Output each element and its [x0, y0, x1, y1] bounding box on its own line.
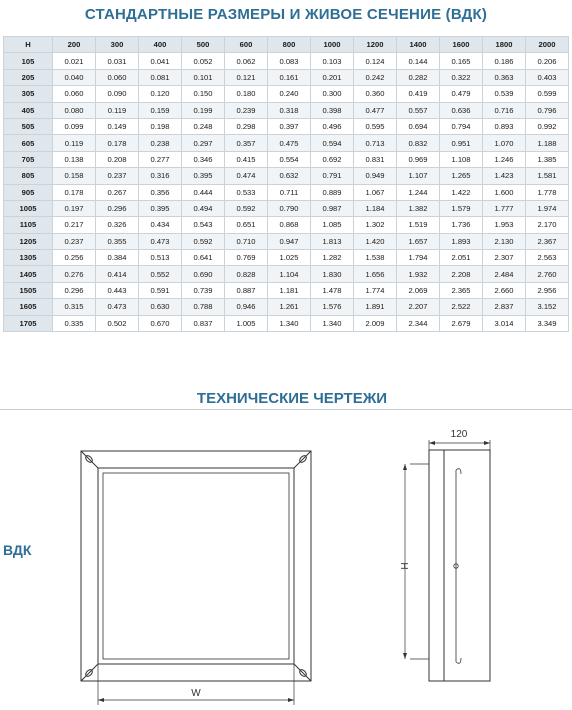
table-cell: 0.893: [483, 118, 526, 134]
table-cell: 1.302: [354, 217, 397, 233]
table-cell: 0.769: [225, 250, 268, 266]
table-cell: 2.208: [440, 266, 483, 282]
table-cell: 0.397: [268, 118, 311, 134]
column-header: 1400: [397, 37, 440, 53]
product-label: ВДК: [3, 542, 32, 558]
table-cell: 0.138: [53, 151, 96, 167]
table-cell: 0.630: [139, 299, 182, 315]
table-cell: 0.494: [182, 200, 225, 216]
column-header: 200: [53, 37, 96, 53]
table-cell: 2.367: [526, 233, 569, 249]
table-row: [4, 53, 569, 69]
table-cell: 2.484: [483, 266, 526, 282]
table-row: [4, 69, 569, 85]
table-cell: 1.340: [311, 315, 354, 331]
table-cell: 0.159: [139, 102, 182, 118]
table-cell: 0.242: [354, 69, 397, 85]
column-header: 2000: [526, 37, 569, 53]
table-cell: 0.062: [225, 53, 268, 69]
table-cell: 0.592: [225, 200, 268, 216]
table-cell: 2.009: [354, 315, 397, 331]
corner-header: H: [4, 37, 53, 53]
table-cell: 1.107: [397, 168, 440, 184]
table-cell: 0.949: [354, 168, 397, 184]
table-cell: 2.563: [526, 250, 569, 266]
table-row: [4, 151, 569, 167]
column-header: 300: [96, 37, 139, 53]
table-cell: 1.244: [397, 184, 440, 200]
table-cell: 0.363: [483, 69, 526, 85]
table-cell: 1.184: [354, 200, 397, 216]
table-cell: 0.119: [53, 135, 96, 151]
table-row: [4, 118, 569, 134]
table-cell: 1.657: [397, 233, 440, 249]
table-cell: 0.296: [96, 200, 139, 216]
table-cell: 0.120: [139, 86, 182, 102]
table-cell: 0.419: [397, 86, 440, 102]
table-cell: 0.636: [440, 102, 483, 118]
table-cell: 1.340: [268, 315, 311, 331]
table-cell: 1.282: [311, 250, 354, 266]
table-cell: 0.796: [526, 102, 569, 118]
table-cell: 0.121: [225, 69, 268, 85]
table-cell: 0.552: [139, 266, 182, 282]
table-cell: 1.579: [440, 200, 483, 216]
table-cell: 0.868: [268, 217, 311, 233]
table-cell: 1.070: [483, 135, 526, 151]
table-cell: 0.158: [53, 168, 96, 184]
table-cell: 0.790: [268, 200, 311, 216]
table-header-row: [4, 37, 569, 53]
table-cell: 1.736: [440, 217, 483, 233]
mounting-holes: [84, 454, 307, 677]
table-cell: 1.478: [311, 282, 354, 298]
table-cell: 0.395: [182, 168, 225, 184]
table-cell: 0.595: [354, 118, 397, 134]
row-header: 1705: [4, 315, 53, 331]
front-inner-frame: [98, 468, 294, 664]
table-cell: 1.067: [354, 184, 397, 200]
table-cell: 2.051: [440, 250, 483, 266]
table-cell: 0.594: [311, 135, 354, 151]
table-cell: 0.041: [139, 53, 182, 69]
table-cell: 0.694: [397, 118, 440, 134]
table-cell: 1.576: [311, 299, 354, 315]
table-cell: 0.887: [225, 282, 268, 298]
table-cell: 1.519: [397, 217, 440, 233]
table-row: [4, 200, 569, 216]
table-cell: 0.710: [225, 233, 268, 249]
table-cell: 1.181: [268, 282, 311, 298]
table-cell: 1.423: [483, 168, 526, 184]
table-cell: 0.282: [397, 69, 440, 85]
table-cell: 1.385: [526, 151, 569, 167]
table-cell: 0.031: [96, 53, 139, 69]
table-cell: 0.346: [182, 151, 225, 167]
table-cell: 1.813: [311, 233, 354, 249]
table-cell: 0.119: [96, 102, 139, 118]
table-row: [4, 315, 569, 331]
table-cell: 1.774: [354, 282, 397, 298]
table-cell: 0.355: [96, 233, 139, 249]
table-cell: 0.206: [526, 53, 569, 69]
table-cell: 0.651: [225, 217, 268, 233]
table-cell: 0.150: [182, 86, 225, 102]
table-cell: 1.188: [526, 135, 569, 151]
table-row: [4, 135, 569, 151]
drawings-title: ТЕХНИЧЕСКИЕ ЧЕРТЕЖИ: [196, 390, 388, 407]
table-cell: 0.178: [96, 135, 139, 151]
table-cell: 1.777: [483, 200, 526, 216]
row-header: 305: [4, 86, 53, 102]
table-cell: 1.108: [440, 151, 483, 167]
table-cell: 2.207: [397, 299, 440, 315]
table-cell: 0.060: [96, 69, 139, 85]
table-cell: 0.099: [53, 118, 96, 134]
sizes-table: [3, 36, 569, 332]
column-header: 600: [225, 37, 268, 53]
table-cell: 1.265: [440, 168, 483, 184]
table-cell: 0.052: [182, 53, 225, 69]
table-cell: 0.248: [182, 118, 225, 134]
table-cell: 0.434: [139, 217, 182, 233]
table-cell: 0.794: [440, 118, 483, 134]
table-cell: 0.592: [182, 233, 225, 249]
table-row: [4, 233, 569, 249]
front-opening: [103, 473, 289, 659]
row-header: 805: [4, 168, 53, 184]
table-cell: 0.300: [311, 86, 354, 102]
table-cell: 0.298: [225, 118, 268, 134]
column-header: 800: [268, 37, 311, 53]
row-header: 505: [4, 118, 53, 134]
row-header: 1605: [4, 299, 53, 315]
column-header: 1200: [354, 37, 397, 53]
table-cell: 0.080: [53, 102, 96, 118]
row-header: 1405: [4, 266, 53, 282]
table-cell: 0.103: [311, 53, 354, 69]
table-cell: 1.891: [354, 299, 397, 315]
table-cell: 2.522: [440, 299, 483, 315]
table-cell: 0.395: [139, 200, 182, 216]
side-view-body: [429, 450, 490, 681]
table-cell: 0.186: [483, 53, 526, 69]
row-header: 1505: [4, 282, 53, 298]
table-cell: 1.382: [397, 200, 440, 216]
table-cell: 0.322: [440, 69, 483, 85]
table-cell: 3.014: [483, 315, 526, 331]
row-header: 105: [4, 53, 53, 69]
table-cell: 0.384: [96, 250, 139, 266]
table-cell: 0.711: [268, 184, 311, 200]
table-cell: 0.403: [526, 69, 569, 85]
table-cell: 1.025: [268, 250, 311, 266]
table-row: [4, 86, 569, 102]
table-cell: 0.165: [440, 53, 483, 69]
table-cell: 0.081: [139, 69, 182, 85]
table-cell: 1.422: [440, 184, 483, 200]
table-cell: 0.716: [483, 102, 526, 118]
table-cell: 0.217: [53, 217, 96, 233]
row-header: 1205: [4, 233, 53, 249]
table-cell: 1.261: [268, 299, 311, 315]
table-cell: 0.199: [182, 102, 225, 118]
table-cell: 0.124: [354, 53, 397, 69]
table-cell: 0.591: [139, 282, 182, 298]
table-cell: 0.739: [182, 282, 225, 298]
table-cell: 0.237: [96, 168, 139, 184]
table-cell: 2.170: [526, 217, 569, 233]
table-cell: 0.360: [354, 86, 397, 102]
table-cell: 0.533: [225, 184, 268, 200]
table-cell: 0.473: [139, 233, 182, 249]
table-cell: 1.794: [397, 250, 440, 266]
table-cell: 0.414: [96, 266, 139, 282]
table-cell: 0.276: [53, 266, 96, 282]
table-cell: 2.069: [397, 282, 440, 298]
width-label: W: [191, 688, 201, 699]
table-cell: 0.951: [440, 135, 483, 151]
table-cell: 0.161: [268, 69, 311, 85]
row-header: 1105: [4, 217, 53, 233]
table-row: [4, 299, 569, 315]
row-header: 1305: [4, 250, 53, 266]
table-cell: 0.496: [311, 118, 354, 134]
table-cell: 1.600: [483, 184, 526, 200]
table-cell: 0.474: [225, 168, 268, 184]
table-cell: 0.947: [268, 233, 311, 249]
table-cell: 2.344: [397, 315, 440, 331]
row-header: 405: [4, 102, 53, 118]
table-cell: 0.987: [311, 200, 354, 216]
row-header: 905: [4, 184, 53, 200]
table-cell: 0.641: [182, 250, 225, 266]
table-cell: 0.992: [526, 118, 569, 134]
table-row: [4, 266, 569, 282]
table-cell: 0.692: [311, 151, 354, 167]
table-cell: 0.149: [96, 118, 139, 134]
table-cell: 0.473: [96, 299, 139, 315]
table-cell: 1.893: [440, 233, 483, 249]
table-cell: 0.180: [225, 86, 268, 102]
table-cell: 0.632: [268, 168, 311, 184]
table-cell: 0.201: [311, 69, 354, 85]
table-cell: 0.101: [182, 69, 225, 85]
table-row: [4, 217, 569, 233]
table-cell: 2.307: [483, 250, 526, 266]
table-cell: 0.477: [354, 102, 397, 118]
table-cell: 0.828: [225, 266, 268, 282]
table-cell: 0.831: [354, 151, 397, 167]
table-row: [4, 102, 569, 118]
table-cell: 0.238: [139, 135, 182, 151]
page-title: СТАНДАРТНЫЕ РАЗМЕРЫ И ЖИВОЕ СЕЧЕНИЕ (ВДК): [84, 6, 488, 23]
table-cell: 1.778: [526, 184, 569, 200]
table-cell: 1.830: [311, 266, 354, 282]
table-cell: 0.021: [53, 53, 96, 69]
table-cell: 0.297: [182, 135, 225, 151]
table-cell: 0.277: [139, 151, 182, 167]
table-cell: 0.513: [139, 250, 182, 266]
table-cell: 0.443: [96, 282, 139, 298]
table-cell: 2.760: [526, 266, 569, 282]
height-label: H: [398, 562, 409, 570]
table-cell: 2.365: [440, 282, 483, 298]
table-cell: 0.318: [268, 102, 311, 118]
table-cell: 1.005: [225, 315, 268, 331]
table-cell: 0.083: [268, 53, 311, 69]
column-header: 400: [139, 37, 182, 53]
row-header: 1005: [4, 200, 53, 216]
table-cell: 0.198: [139, 118, 182, 134]
table-cell: 0.335: [53, 315, 96, 331]
table-cell: 0.837: [182, 315, 225, 331]
table-cell: 1.085: [311, 217, 354, 233]
table-cell: 1.581: [526, 168, 569, 184]
table-cell: 0.502: [96, 315, 139, 331]
table-cell: 0.946: [225, 299, 268, 315]
table-cell: 0.599: [526, 86, 569, 102]
table-cell: 0.240: [268, 86, 311, 102]
table-cell: 0.090: [96, 86, 139, 102]
table-cell: 0.444: [182, 184, 225, 200]
table-cell: 0.554: [268, 151, 311, 167]
table-cell: 1.656: [354, 266, 397, 282]
table-cell: 0.475: [268, 135, 311, 151]
table-cell: 0.889: [311, 184, 354, 200]
table-cell: 0.237: [53, 233, 96, 249]
table-cell: 2.679: [440, 315, 483, 331]
table-cell: 1.932: [397, 266, 440, 282]
table-cell: 3.152: [526, 299, 569, 315]
table-cell: 1.246: [483, 151, 526, 167]
table-cell: 0.479: [440, 86, 483, 102]
table-cell: 0.316: [139, 168, 182, 184]
table-cell: 0.557: [397, 102, 440, 118]
table-cell: 0.060: [53, 86, 96, 102]
table-cell: 0.791: [311, 168, 354, 184]
table-cell: 0.040: [53, 69, 96, 85]
table-cell: 0.969: [397, 151, 440, 167]
table-cell: 0.670: [139, 315, 182, 331]
front-outer-frame: [81, 451, 311, 681]
table-cell: 2.660: [483, 282, 526, 298]
table-row: [4, 282, 569, 298]
table-cell: 1.104: [268, 266, 311, 282]
table-cell: 3.349: [526, 315, 569, 331]
table-cell: 0.326: [96, 217, 139, 233]
table-cell: 2.130: [483, 233, 526, 249]
table-row: [4, 250, 569, 266]
table-cell: 2.837: [483, 299, 526, 315]
table-cell: 0.197: [53, 200, 96, 216]
table-cell: 0.398: [311, 102, 354, 118]
row-header: 605: [4, 135, 53, 151]
column-header: 500: [182, 37, 225, 53]
table-cell: 1.420: [354, 233, 397, 249]
divider: [0, 409, 572, 410]
table-cell: 1.974: [526, 200, 569, 216]
table-row: [4, 168, 569, 184]
table-cell: 0.144: [397, 53, 440, 69]
table-cell: 0.357: [225, 135, 268, 151]
row-header: 705: [4, 151, 53, 167]
table-cell: 1.538: [354, 250, 397, 266]
table-cell: 2.956: [526, 282, 569, 298]
table-cell: 0.832: [397, 135, 440, 151]
table-cell: 0.356: [139, 184, 182, 200]
table-row: [4, 184, 569, 200]
row-header: 205: [4, 69, 53, 85]
table-cell: 0.208: [96, 151, 139, 167]
technical-drawing: [0, 420, 572, 710]
depth-label: 120: [450, 429, 468, 440]
table-cell: 0.256: [53, 250, 96, 266]
column-header: 1000: [311, 37, 354, 53]
table-cell: 0.690: [182, 266, 225, 282]
table-cell: 0.788: [182, 299, 225, 315]
column-header: 1600: [440, 37, 483, 53]
column-header: 1800: [483, 37, 526, 53]
table-cell: 0.178: [53, 184, 96, 200]
table-cell: 0.267: [96, 184, 139, 200]
table-cell: 0.315: [53, 299, 96, 315]
table-cell: 0.239: [225, 102, 268, 118]
table-cell: 0.539: [483, 86, 526, 102]
table-cell: 0.713: [354, 135, 397, 151]
table-cell: 0.296: [53, 282, 96, 298]
table-cell: 0.543: [182, 217, 225, 233]
table-cell: 1.953: [483, 217, 526, 233]
table-cell: 0.415: [225, 151, 268, 167]
